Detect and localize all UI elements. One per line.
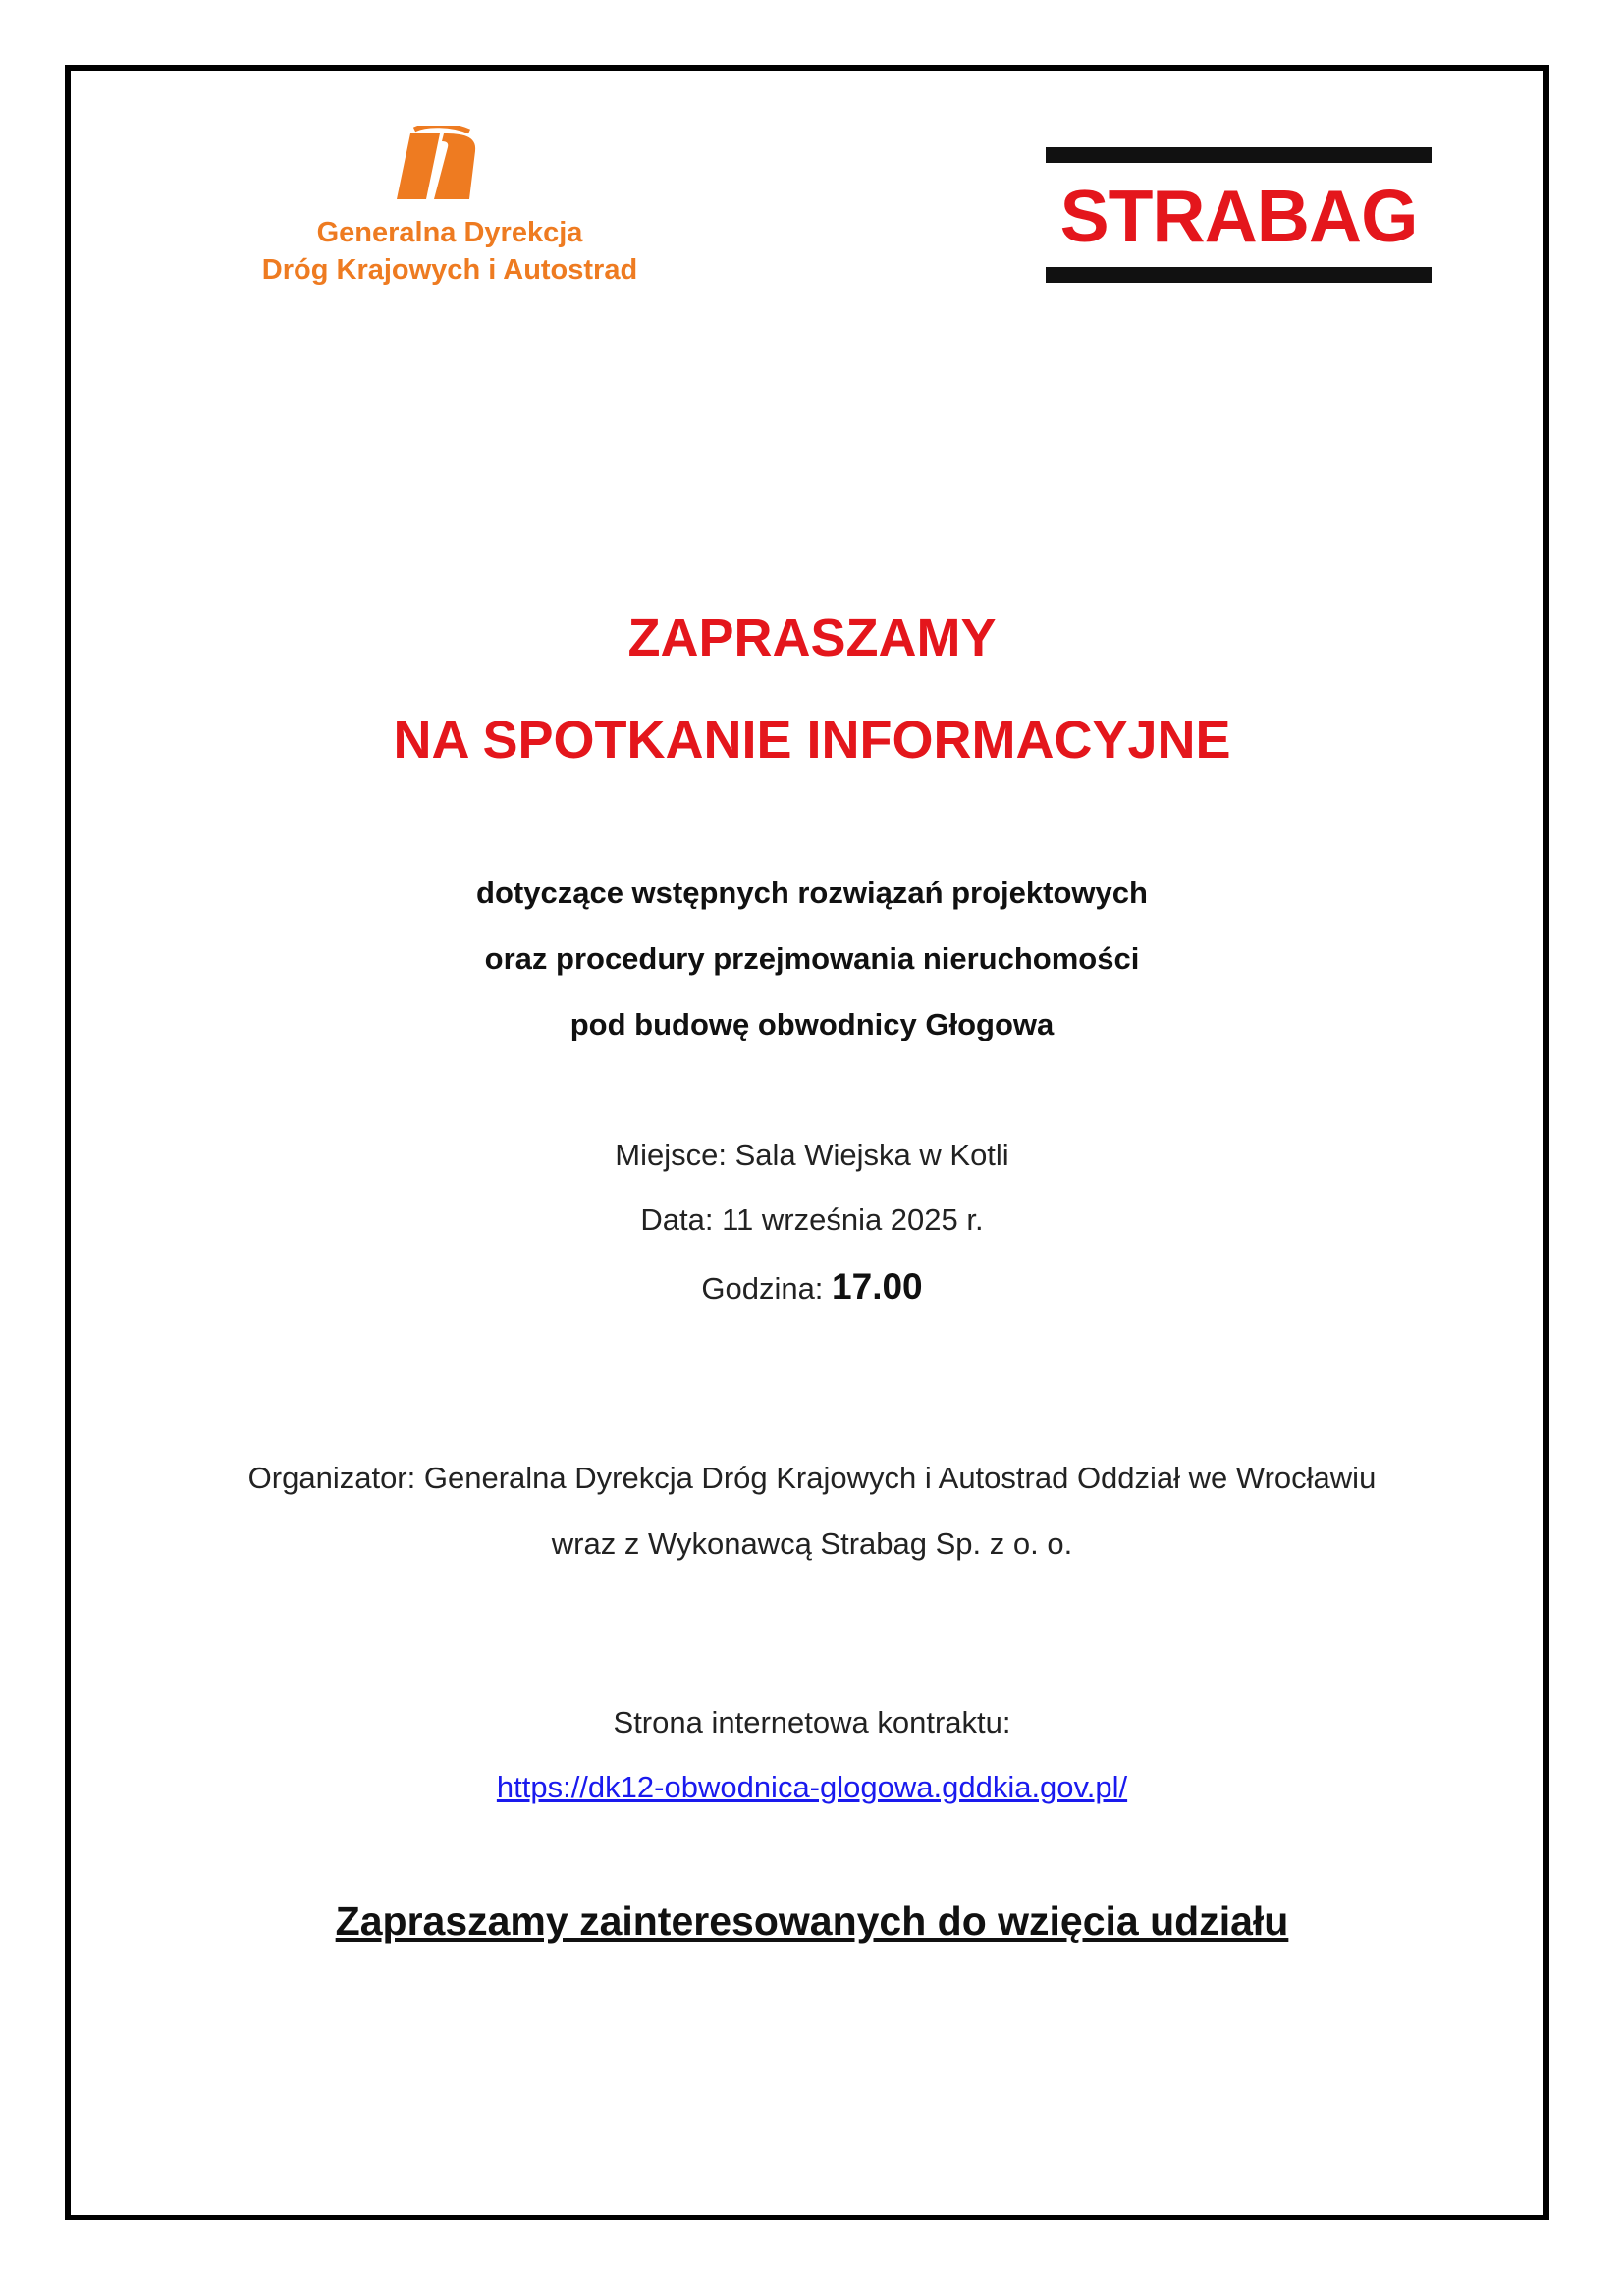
meeting-place: Miejsce: Sala Wiejska w Kotli [615, 1138, 1009, 1172]
organizer-line1: Organizator: Generalna Dyrekcja Dróg Krajowych i Autostrad Oddział we Wrocławiu [247, 1461, 1377, 1495]
meeting-time-label: Godzina: [701, 1271, 833, 1306]
strabag-logo [1046, 147, 1432, 285]
heading-line2: NA SPOTKANIE INFORMACYJNE [393, 711, 1231, 770]
subject-line2: oraz procedury przejmowania nieruchomości [484, 941, 1140, 976]
strabag-bottom-bar [1046, 267, 1432, 283]
closing-invitation: Zapraszamy zainteresowanych do wzięcia udziału [335, 1898, 1289, 1944]
gddkia-name-line1: Generalna Dyrekcja [316, 217, 583, 248]
website-link[interactable]: https://dk12-obwodnica-glogowa.gddkia.gov.pl/ [496, 1770, 1128, 1804]
gddkia-name [214, 214, 685, 289]
meeting-time-value: 17.00 [832, 1266, 923, 1307]
subject-line1: dotyczące wstępnych rozwiązań projektowych [476, 876, 1148, 910]
subject-line3: pod budowę obwodnicy Głogowa [569, 1007, 1055, 1041]
website-label: Strona internetowa kontraktu: [613, 1705, 1011, 1739]
website-link-row [98, 1768, 1526, 1807]
strabag-wordmark: STRABAG [1059, 175, 1418, 257]
gddkia-road-icon [393, 126, 481, 199]
meeting-date: Data: 11 września 2025 r. [640, 1202, 984, 1237]
heading-line1: ZAPRASZAMY [627, 609, 997, 667]
gddkia-name-line2: Dróg Krajowych i Autostrad [261, 254, 638, 286]
gddkia-logo [187, 126, 677, 293]
organizer-line2: wraz z Wykonawcą Strabag Sp. z o. o. [551, 1526, 1073, 1561]
meeting-time [98, 1267, 1526, 1308]
strabag-top-bar [1046, 147, 1432, 163]
